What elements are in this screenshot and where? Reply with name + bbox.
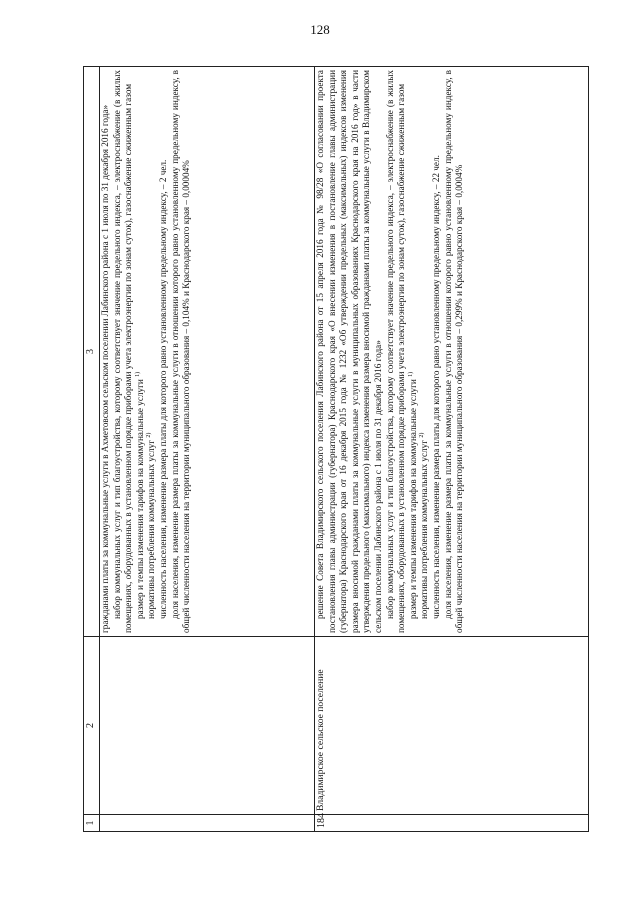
paragraph xyxy=(385,70,408,633)
paragraph xyxy=(315,70,385,633)
page-number: 128 xyxy=(310,22,330,37)
table-row xyxy=(100,67,315,832)
row-content xyxy=(100,67,315,637)
paragraph-text: набор коммунальных услуг и тип благоустройства, которому соответствует значение предельного индекса, – электроснабжение (в жилых помещениях, оборудованных в установленном порядке приборами учета электроэнергии по зонам суток), газоснабжение сжиженным газом xyxy=(384,70,407,633)
paragraph-text: численность населения, изменение размера платы для которого равно установленному предельному индексу, – 22 чел. xyxy=(430,155,441,619)
paragraph xyxy=(158,70,170,633)
paragraph-text: гражданами платы за коммунальные услуги в Ахметовском сельском поселении Лабинского района с 1 июля по 31 декабря 2016 года» xyxy=(100,104,110,633)
row-number: 184 xyxy=(315,815,589,832)
paragraph-text: размер и темпы изменения тарифов на коммунальные услуги xyxy=(407,379,418,619)
paragraph xyxy=(408,70,420,633)
footnote-marker: 1) xyxy=(407,371,414,377)
paragraph-text: нормативы потребления коммунальных услуг xyxy=(146,439,157,619)
settlement-name xyxy=(100,637,315,815)
row-content xyxy=(315,67,589,637)
paragraph-text: решение Совета Владимирского сельского поселения Лабинского района от 15 апреля 2016 года № 98/28 «О согласовании проекта постановления главы администрации (губернатора) Краснодарского края «О внесении изменения в постановление главы администрации (губернатора) Краснодарского края от 16 декабря 2015 года № 1232 «Об утверждении предельных (максимальных) индексов изменения размера вносимой гражданами платы за коммунальные услуги в муниципальных образованиях Краснодарского края на 2016 год» в части утверждения предельного (максимального) индекса изменения размера вносимой гражданами платы за коммунальные услуги в Владимирском сельском поселении Лабинского района с 1 июля по 31 декабря 2016 года» xyxy=(315,70,383,633)
footnote-marker: 2) xyxy=(146,432,153,438)
paragraph xyxy=(100,70,112,633)
paragraph-text: нормативы потребления коммунальных услуг xyxy=(419,439,430,619)
footnote-marker: 1) xyxy=(134,371,141,377)
paragraph-text: доля населения, изменение размера платы за коммунальные услуги в отношении которого равно установленному предельному индексу, в общей численности населения на территории муниципального образования – 0,299% и Краснодарского края – 0,0004% xyxy=(442,70,465,633)
paragraph xyxy=(431,70,443,633)
paragraph xyxy=(443,70,466,633)
row-number xyxy=(100,815,315,832)
paragraph xyxy=(135,70,147,633)
paragraph-text: размер и темпы изменения тарифов на коммунальные услуги xyxy=(134,379,145,619)
paragraph xyxy=(170,70,193,633)
footnote-marker: 2) xyxy=(419,432,426,438)
rotated-table-wrapper xyxy=(83,67,589,832)
paragraph xyxy=(112,70,135,633)
settlement-name: Владимирское сельское поселение xyxy=(315,637,589,815)
paragraph-text: доля населения, изменение размера платы за коммунальные услуги в отношении которого равно установленному предельному индексу, в общей численности населения на территории муниципального образования – 0,104% и Краснодарского края – 0,00004% xyxy=(169,70,192,633)
table-header-row xyxy=(84,67,100,832)
paragraph xyxy=(419,70,431,633)
column-header-2: 2 xyxy=(84,637,100,815)
paragraph-text: численность населения, изменение размера платы для которого равно установленному предельному индексу, – 2 чел. xyxy=(157,159,168,619)
paragraph-text: набор коммунальных услуг и тип благоустройства, которому соответствует значение предельного индекса, – электроснабжение (в жилых помещениях, оборудованных в установленном порядке приборами учета электроэнергии по зонам суток), газоснабжение сжиженным газом xyxy=(111,70,134,633)
column-header-3: 3 xyxy=(84,67,100,637)
table-row xyxy=(315,67,589,832)
column-header-1: 1 xyxy=(84,815,100,832)
paragraph xyxy=(146,70,158,633)
tariff-table xyxy=(83,66,589,832)
